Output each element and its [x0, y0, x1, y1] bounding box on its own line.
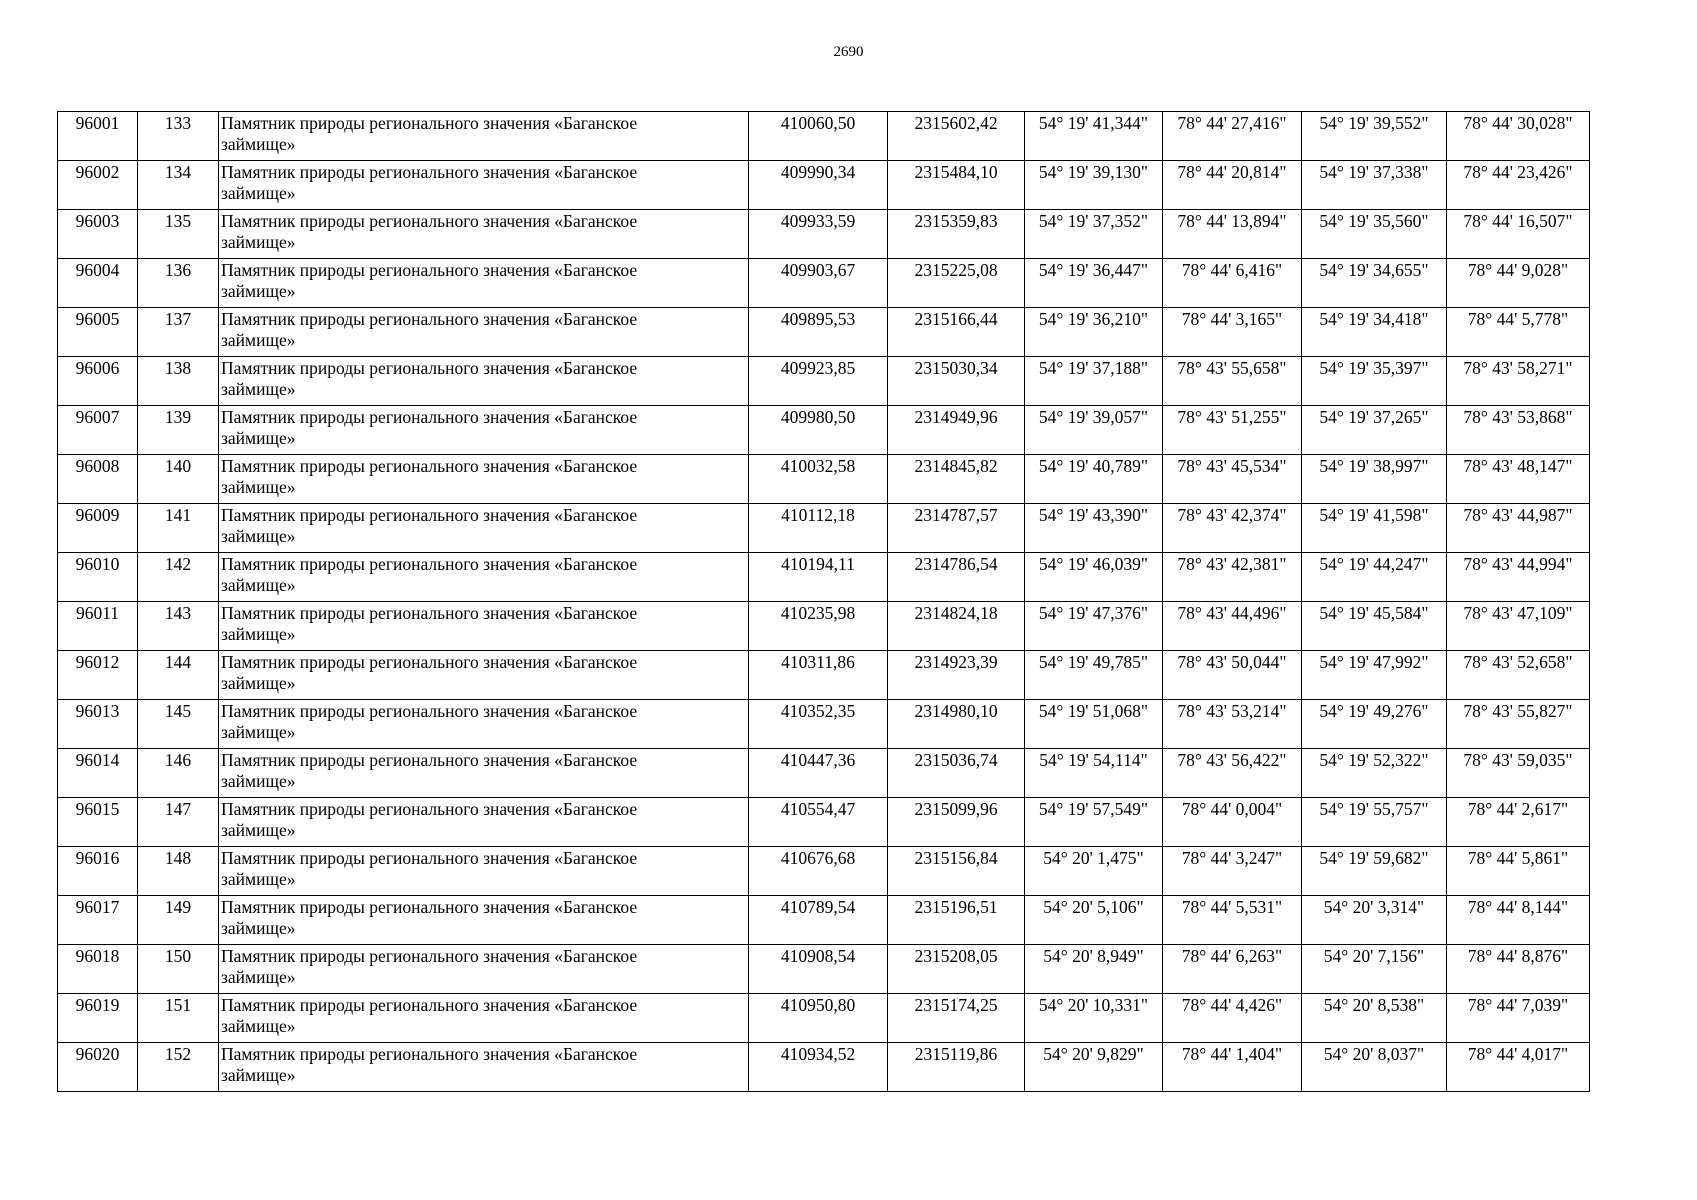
cell-longitude-1: 78° 43' 53,214"	[1163, 700, 1302, 749]
cell-object-name: Памятник природы регионального значения «Баганское займище»	[219, 161, 749, 210]
cell-longitude-2: 78° 43' 44,987"	[1447, 504, 1590, 553]
table-row	[58, 1043, 1590, 1092]
cell-longitude-2: 78° 44' 2,617"	[1447, 798, 1590, 847]
cell-y-coordinate: 2314923,39	[888, 651, 1025, 700]
cell-longitude-1: 78° 44' 3,247"	[1163, 847, 1302, 896]
table-row	[58, 651, 1590, 700]
cell-x-coordinate: 410447,36	[749, 749, 888, 798]
cell-y-coordinate: 2315484,10	[888, 161, 1025, 210]
cell-id: 96019	[58, 994, 138, 1043]
cell-latitude-2: 54° 19' 55,757"	[1302, 798, 1447, 847]
cell-x-coordinate: 410311,86	[749, 651, 888, 700]
cell-longitude-1: 78° 44' 20,814"	[1163, 161, 1302, 210]
cell-object-name: Памятник природы регионального значения «Баганское займище»	[219, 259, 749, 308]
cell-number: 149	[138, 896, 219, 945]
cell-latitude-2: 54° 19' 41,598"	[1302, 504, 1447, 553]
cell-longitude-1: 78° 44' 5,531"	[1163, 896, 1302, 945]
cell-id: 96003	[58, 210, 138, 259]
cell-latitude-2: 54° 20' 8,037"	[1302, 1043, 1447, 1092]
cell-longitude-1: 78° 43' 55,658"	[1163, 357, 1302, 406]
cell-number: 146	[138, 749, 219, 798]
cell-id: 96006	[58, 357, 138, 406]
cell-object-name: Памятник природы регионального значения «Баганское займище»	[219, 112, 749, 161]
cell-number: 144	[138, 651, 219, 700]
cell-longitude-1: 78° 43' 45,534"	[1163, 455, 1302, 504]
cell-y-coordinate: 2315602,42	[888, 112, 1025, 161]
cell-latitude-2: 54° 19' 34,655"	[1302, 259, 1447, 308]
cell-longitude-1: 78° 44' 6,416"	[1163, 259, 1302, 308]
cell-x-coordinate: 410789,54	[749, 896, 888, 945]
table-row	[58, 112, 1590, 161]
cell-number: 134	[138, 161, 219, 210]
cell-id: 96011	[58, 602, 138, 651]
cell-latitude-2: 54° 19' 49,276"	[1302, 700, 1447, 749]
cell-y-coordinate: 2315099,96	[888, 798, 1025, 847]
cell-number: 139	[138, 406, 219, 455]
cell-y-coordinate: 2314980,10	[888, 700, 1025, 749]
cell-latitude-2: 54° 19' 35,560"	[1302, 210, 1447, 259]
coordinates-table	[57, 111, 1590, 1092]
cell-number: 145	[138, 700, 219, 749]
cell-number: 152	[138, 1043, 219, 1092]
cell-y-coordinate: 2315119,86	[888, 1043, 1025, 1092]
cell-object-name: Памятник природы регионального значения «Баганское займище»	[219, 406, 749, 455]
cell-object-name: Памятник природы регионального значения «Баганское займище»	[219, 504, 749, 553]
cell-id: 96002	[58, 161, 138, 210]
cell-number: 136	[138, 259, 219, 308]
cell-y-coordinate: 2315225,08	[888, 259, 1025, 308]
cell-number: 141	[138, 504, 219, 553]
cell-id: 96010	[58, 553, 138, 602]
table-row	[58, 994, 1590, 1043]
cell-number: 140	[138, 455, 219, 504]
cell-x-coordinate: 410934,52	[749, 1043, 888, 1092]
cell-object-name: Памятник природы регионального значения «Баганское займище»	[219, 700, 749, 749]
cell-y-coordinate: 2314786,54	[888, 553, 1025, 602]
cell-x-coordinate: 410032,58	[749, 455, 888, 504]
cell-longitude-1: 78° 43' 42,381"	[1163, 553, 1302, 602]
cell-latitude-2: 54° 19' 39,552"	[1302, 112, 1447, 161]
cell-y-coordinate: 2315208,05	[888, 945, 1025, 994]
cell-longitude-2: 78° 44' 5,778"	[1447, 308, 1590, 357]
cell-id: 96004	[58, 259, 138, 308]
cell-latitude-1: 54° 19' 40,789"	[1025, 455, 1163, 504]
cell-y-coordinate: 2315156,84	[888, 847, 1025, 896]
cell-y-coordinate: 2314824,18	[888, 602, 1025, 651]
cell-number: 135	[138, 210, 219, 259]
cell-longitude-1: 78° 44' 3,165"	[1163, 308, 1302, 357]
cell-longitude-1: 78° 44' 13,894"	[1163, 210, 1302, 259]
cell-longitude-2: 78° 44' 8,876"	[1447, 945, 1590, 994]
cell-latitude-1: 54° 19' 49,785"	[1025, 651, 1163, 700]
cell-object-name: Памятник природы регионального значения «Баганское займище»	[219, 1043, 749, 1092]
cell-number: 138	[138, 357, 219, 406]
cell-x-coordinate: 409980,50	[749, 406, 888, 455]
table-row	[58, 259, 1590, 308]
cell-latitude-2: 54° 20' 3,314"	[1302, 896, 1447, 945]
cell-latitude-1: 54° 19' 43,390"	[1025, 504, 1163, 553]
cell-latitude-2: 54° 20' 7,156"	[1302, 945, 1447, 994]
cell-object-name: Памятник природы регионального значения «Баганское займище»	[219, 308, 749, 357]
cell-longitude-1: 78° 44' 4,426"	[1163, 994, 1302, 1043]
cell-number: 142	[138, 553, 219, 602]
cell-x-coordinate: 409903,67	[749, 259, 888, 308]
cell-x-coordinate: 410060,50	[749, 112, 888, 161]
cell-latitude-1: 54° 20' 1,475"	[1025, 847, 1163, 896]
cell-id: 96013	[58, 700, 138, 749]
cell-latitude-1: 54° 20' 9,829"	[1025, 1043, 1163, 1092]
cell-x-coordinate: 410950,80	[749, 994, 888, 1043]
cell-number: 137	[138, 308, 219, 357]
cell-x-coordinate: 409895,53	[749, 308, 888, 357]
table-row	[58, 945, 1590, 994]
cell-id: 96001	[58, 112, 138, 161]
cell-longitude-2: 78° 43' 48,147"	[1447, 455, 1590, 504]
table-row	[58, 602, 1590, 651]
cell-longitude-1: 78° 43' 44,496"	[1163, 602, 1302, 651]
cell-longitude-1: 78° 43' 50,044"	[1163, 651, 1302, 700]
cell-y-coordinate: 2315036,74	[888, 749, 1025, 798]
cell-id: 96008	[58, 455, 138, 504]
cell-longitude-2: 78° 44' 4,017"	[1447, 1043, 1590, 1092]
cell-latitude-1: 54° 19' 57,549"	[1025, 798, 1163, 847]
cell-latitude-2: 54° 19' 52,322"	[1302, 749, 1447, 798]
cell-object-name: Памятник природы регионального значения «Баганское займище»	[219, 651, 749, 700]
cell-latitude-2: 54° 19' 45,584"	[1302, 602, 1447, 651]
cell-id: 96014	[58, 749, 138, 798]
cell-latitude-1: 54° 20' 10,331"	[1025, 994, 1163, 1043]
cell-longitude-2: 78° 44' 23,426"	[1447, 161, 1590, 210]
cell-y-coordinate: 2314787,57	[888, 504, 1025, 553]
cell-longitude-1: 78° 44' 0,004"	[1163, 798, 1302, 847]
cell-latitude-1: 54° 19' 37,188"	[1025, 357, 1163, 406]
cell-id: 96009	[58, 504, 138, 553]
cell-latitude-2: 54° 20' 8,538"	[1302, 994, 1447, 1043]
cell-latitude-2: 54° 19' 44,247"	[1302, 553, 1447, 602]
cell-longitude-2: 78° 44' 7,039"	[1447, 994, 1590, 1043]
cell-x-coordinate: 410194,11	[749, 553, 888, 602]
cell-latitude-1: 54° 19' 36,210"	[1025, 308, 1163, 357]
cell-latitude-1: 54° 19' 54,114"	[1025, 749, 1163, 798]
cell-id: 96017	[58, 896, 138, 945]
cell-longitude-2: 78° 44' 16,507"	[1447, 210, 1590, 259]
table-row	[58, 357, 1590, 406]
table-row	[58, 798, 1590, 847]
cell-longitude-2: 78° 43' 47,109"	[1447, 602, 1590, 651]
cell-latitude-2: 54° 19' 35,397"	[1302, 357, 1447, 406]
cell-object-name: Памятник природы регионального значения «Баганское займище»	[219, 896, 749, 945]
cell-object-name: Памятник природы регионального значения «Баганское займище»	[219, 357, 749, 406]
cell-y-coordinate: 2315174,25	[888, 994, 1025, 1043]
cell-longitude-1: 78° 43' 42,374"	[1163, 504, 1302, 553]
cell-x-coordinate: 410554,47	[749, 798, 888, 847]
cell-latitude-2: 54° 19' 38,997"	[1302, 455, 1447, 504]
cell-number: 133	[138, 112, 219, 161]
cell-id: 96020	[58, 1043, 138, 1092]
cell-longitude-2: 78° 43' 52,658"	[1447, 651, 1590, 700]
cell-object-name: Памятник природы регионального значения «Баганское займище»	[219, 945, 749, 994]
cell-latitude-2: 54° 19' 37,265"	[1302, 406, 1447, 455]
cell-y-coordinate: 2314949,96	[888, 406, 1025, 455]
cell-id: 96016	[58, 847, 138, 896]
cell-object-name: Памятник природы регионального значения «Баганское займище»	[219, 210, 749, 259]
cell-x-coordinate: 410235,98	[749, 602, 888, 651]
table-row	[58, 749, 1590, 798]
cell-longitude-1: 78° 44' 1,404"	[1163, 1043, 1302, 1092]
cell-latitude-2: 54° 19' 34,418"	[1302, 308, 1447, 357]
cell-number: 143	[138, 602, 219, 651]
cell-latitude-1: 54° 19' 39,130"	[1025, 161, 1163, 210]
table-row	[58, 161, 1590, 210]
table-body	[58, 112, 1590, 1092]
cell-latitude-1: 54° 19' 36,447"	[1025, 259, 1163, 308]
cell-latitude-2: 54° 19' 59,682"	[1302, 847, 1447, 896]
cell-object-name: Памятник природы регионального значения «Баганское займище»	[219, 847, 749, 896]
cell-x-coordinate: 410112,18	[749, 504, 888, 553]
cell-y-coordinate: 2315166,44	[888, 308, 1025, 357]
cell-x-coordinate: 409923,85	[749, 357, 888, 406]
cell-id: 96018	[58, 945, 138, 994]
cell-object-name: Памятник природы регионального значения «Баганское займище»	[219, 994, 749, 1043]
cell-number: 151	[138, 994, 219, 1043]
table-row	[58, 308, 1590, 357]
cell-latitude-1: 54° 19' 39,057"	[1025, 406, 1163, 455]
table-row	[58, 847, 1590, 896]
page-number: 2690	[833, 44, 864, 60]
cell-longitude-2: 78° 43' 44,994"	[1447, 553, 1590, 602]
cell-longitude-2: 78° 43' 58,271"	[1447, 357, 1590, 406]
cell-y-coordinate: 2315196,51	[888, 896, 1025, 945]
table-row	[58, 504, 1590, 553]
cell-longitude-2: 78° 43' 53,868"	[1447, 406, 1590, 455]
cell-latitude-1: 54° 19' 47,376"	[1025, 602, 1163, 651]
cell-object-name: Памятник природы регионального значения «Баганское займище»	[219, 455, 749, 504]
cell-latitude-1: 54° 19' 37,352"	[1025, 210, 1163, 259]
cell-latitude-1: 54° 19' 51,068"	[1025, 700, 1163, 749]
cell-id: 96012	[58, 651, 138, 700]
cell-x-coordinate: 410676,68	[749, 847, 888, 896]
cell-longitude-1: 78° 44' 6,263"	[1163, 945, 1302, 994]
cell-longitude-2: 78° 44' 30,028"	[1447, 112, 1590, 161]
cell-longitude-2: 78° 43' 55,827"	[1447, 700, 1590, 749]
table-row	[58, 896, 1590, 945]
cell-number: 147	[138, 798, 219, 847]
cell-y-coordinate: 2315359,83	[888, 210, 1025, 259]
cell-object-name: Памятник природы регионального значения «Баганское займище»	[219, 602, 749, 651]
table-row	[58, 406, 1590, 455]
cell-latitude-1: 54° 19' 41,344"	[1025, 112, 1163, 161]
cell-longitude-1: 78° 43' 51,255"	[1163, 406, 1302, 455]
cell-x-coordinate: 409933,59	[749, 210, 888, 259]
cell-x-coordinate: 410352,35	[749, 700, 888, 749]
cell-id: 96007	[58, 406, 138, 455]
cell-object-name: Памятник природы регионального значения «Баганское займище»	[219, 553, 749, 602]
cell-number: 150	[138, 945, 219, 994]
cell-object-name: Памятник природы регионального значения «Баганское займище»	[219, 749, 749, 798]
cell-y-coordinate: 2314845,82	[888, 455, 1025, 504]
cell-longitude-1: 78° 43' 56,422"	[1163, 749, 1302, 798]
cell-longitude-2: 78° 43' 59,035"	[1447, 749, 1590, 798]
cell-object-name: Памятник природы регионального значения «Баганское займище»	[219, 798, 749, 847]
cell-longitude-2: 78° 44' 8,144"	[1447, 896, 1590, 945]
cell-id: 96015	[58, 798, 138, 847]
cell-x-coordinate: 409990,34	[749, 161, 888, 210]
cell-latitude-1: 54° 19' 46,039"	[1025, 553, 1163, 602]
table-row	[58, 455, 1590, 504]
cell-x-coordinate: 410908,54	[749, 945, 888, 994]
cell-latitude-1: 54° 20' 8,949"	[1025, 945, 1163, 994]
table-row	[58, 700, 1590, 749]
cell-latitude-1: 54° 20' 5,106"	[1025, 896, 1163, 945]
cell-longitude-1: 78° 44' 27,416"	[1163, 112, 1302, 161]
cell-longitude-2: 78° 44' 9,028"	[1447, 259, 1590, 308]
cell-longitude-2: 78° 44' 5,861"	[1447, 847, 1590, 896]
table-row	[58, 553, 1590, 602]
cell-id: 96005	[58, 308, 138, 357]
cell-number: 148	[138, 847, 219, 896]
table-row	[58, 210, 1590, 259]
cell-latitude-2: 54° 19' 47,992"	[1302, 651, 1447, 700]
cell-y-coordinate: 2315030,34	[888, 357, 1025, 406]
cell-latitude-2: 54° 19' 37,338"	[1302, 161, 1447, 210]
